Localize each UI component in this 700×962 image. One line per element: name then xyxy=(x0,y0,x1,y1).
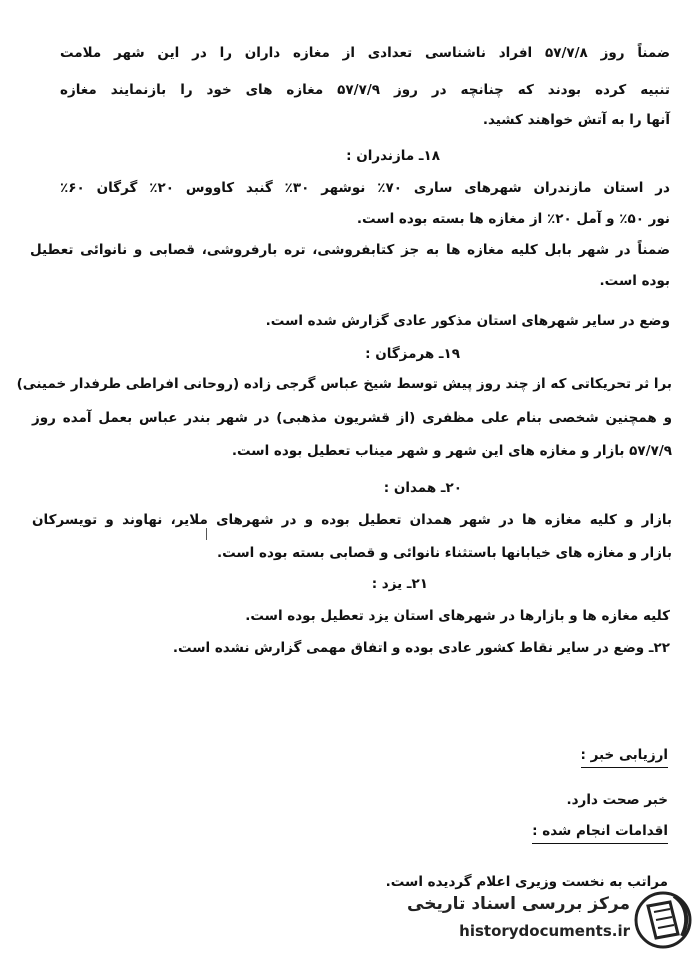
text-line: وضع در سایر شهرهای استان مذکور عادی گزارش شده است. xyxy=(265,313,670,329)
archive-logo-icon xyxy=(634,890,692,950)
actions-heading: اقدامات انجام شده : xyxy=(532,821,668,844)
evaluation-text: خبر صحت دارد. xyxy=(566,792,668,808)
watermark-title: مرکز بررسی اسناد تاریخی xyxy=(407,894,630,914)
text-line: ضمناً در شهر بابل کلیه مغازه ها به جز کتابفروشی، تره بارفروشی، قصابی و نانوائی تعطیل xyxy=(30,242,670,258)
watermark xyxy=(408,888,696,958)
text-line: ۲۲ـ وضع در سایر نقاط کشور عادی بوده و اتفاق مهمی گزارش نشده است. xyxy=(172,640,670,656)
section-heading: ۲۱ـ یزد : xyxy=(371,576,428,592)
text-line: و همچنین شخصی بنام علی مظفری (از قشریون مذهبی) در شهر بندر عباس بعمل آمده روز xyxy=(32,410,672,426)
actions-text: مراتب به نخست وزیری اعلام گردیده است. xyxy=(385,874,668,890)
text-line: تنبیه کرده بودند که چنانچه در روز ۵۷/۷/۹ مغازه های خود را بازنمایند مغازه xyxy=(60,82,670,98)
section-heading: ۱۸ـ مازندران : xyxy=(346,148,440,164)
text-line: ضمناً روز ۵۷/۷/۸ افراد ناشناسی تعدادی از مغازه داران را در این شهر ملامت xyxy=(60,45,670,61)
text-line: نور ۵۰٪ و آمل ۲۰٪ از مغازه ها بسته بوده است. xyxy=(356,211,670,227)
text-line: در استان مازندران شهرهای ساری ۷۰٪ نوشهر ۳۰٪ گنبد کاووس ۲۰٪ گرگان ۶۰٪ xyxy=(60,180,670,196)
text-line: بازار و مغازه های خیابانها باستثناء نانوائی و قصابی بسته بوده است. xyxy=(216,545,672,561)
text-line: ۵۷/۷/۹ بازار و مغازه های این شهر و شهر میناب تعطیل بوده است. xyxy=(231,443,672,459)
ink-mark xyxy=(206,528,207,540)
text-line: بازار و کلیه مغازه ها در شهر همدان تعطیل بوده و در شهرهای ملایر، نهاوند و تویسرکان xyxy=(32,512,672,528)
section-heading: ۲۰ـ همدان : xyxy=(383,480,462,496)
text-line: بوده است. xyxy=(599,273,670,289)
section-heading: ۱۹ـ هرمزگان : xyxy=(365,346,460,362)
evaluation-heading: ارزیابی خبر : xyxy=(581,745,668,768)
text-line: آنها را به آتش خواهند کشید. xyxy=(482,112,670,128)
text-line: کلیه مغازه ها و بازارها در شهرهای استان یزد تعطیل بوده است. xyxy=(245,608,670,624)
text-line: برا ثر تحریکاتی که از چند روز پیش توسط شیخ عباس گرجی زاده (روحانی افراطی طرفدار خمینی) xyxy=(16,376,672,392)
watermark-url: historydocuments.ir xyxy=(459,922,630,940)
